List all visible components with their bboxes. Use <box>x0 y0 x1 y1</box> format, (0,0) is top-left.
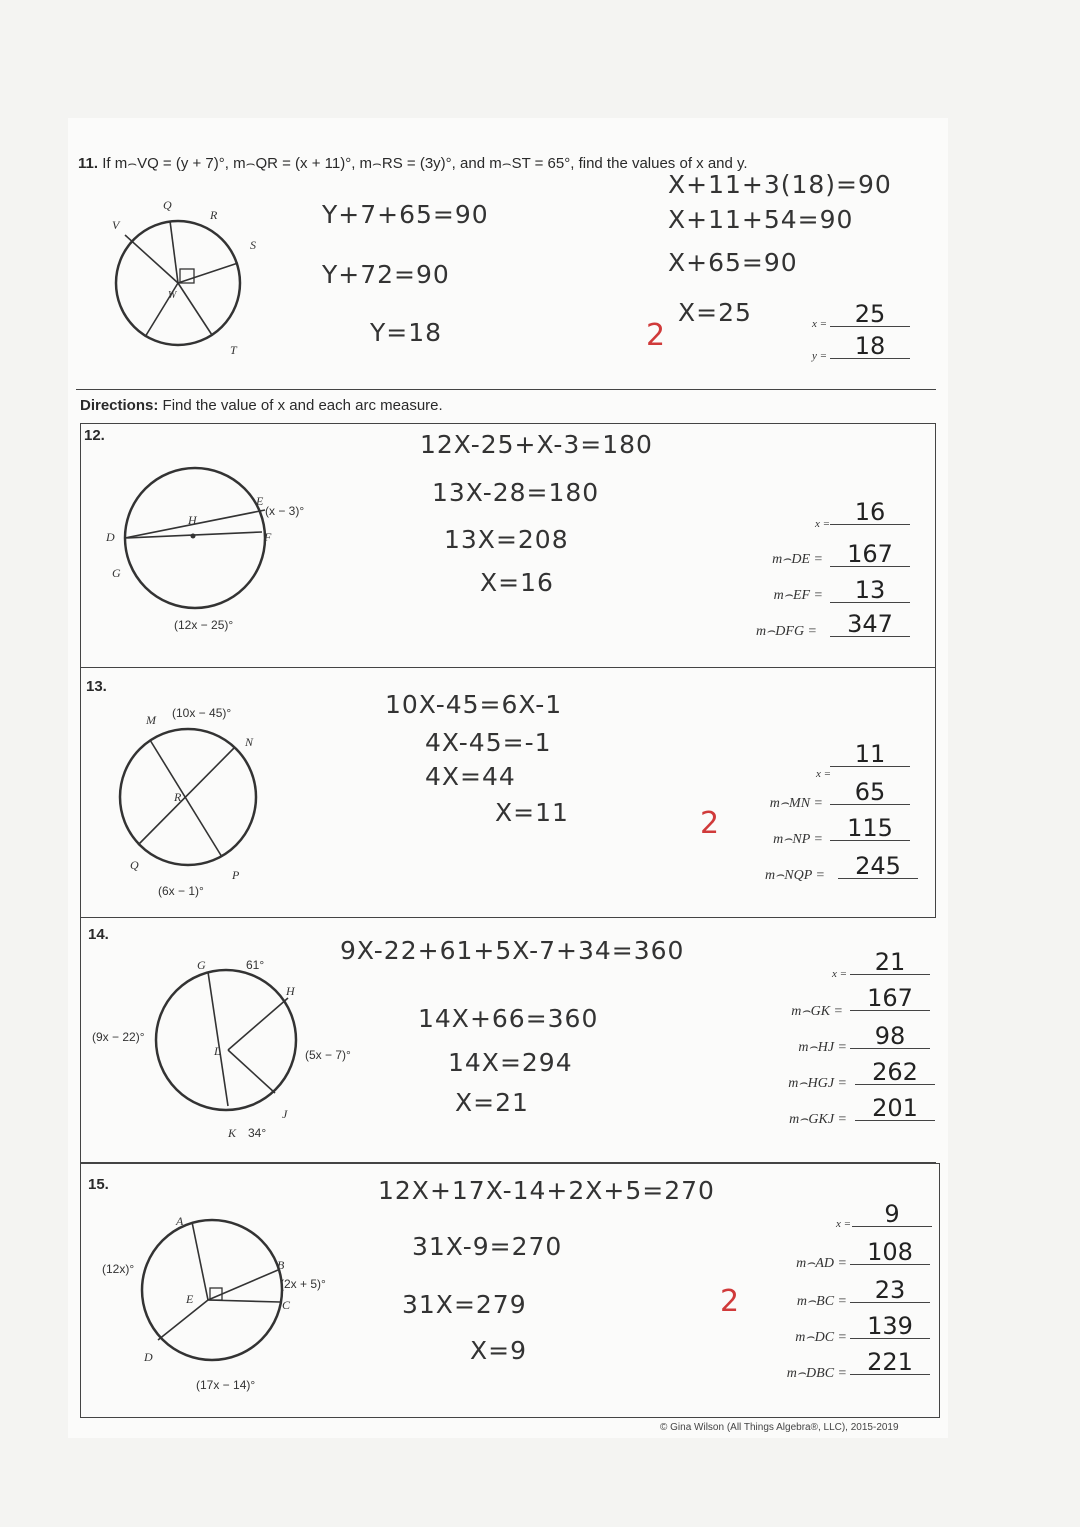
point-T-label: T <box>230 343 237 357</box>
point-S-label: S <box>250 238 256 252</box>
point-E-label: E <box>256 494 264 508</box>
problem-12-x-label: x = <box>814 518 830 530</box>
problem-14-x-label: x = <box>831 968 847 980</box>
problem-14-gkj-answer: 201 <box>855 1094 935 1121</box>
problem-12-x-answer: 16 <box>830 498 910 525</box>
point-B-label: B <box>277 1258 285 1272</box>
problem-11-work-line-1: Y+7+65=90 <box>322 200 489 229</box>
point-E-label: E <box>186 1292 194 1306</box>
problem-11-x-answer: 25 <box>830 300 910 327</box>
problem-12-work-line-3: 13X=208 <box>444 525 569 554</box>
problem-13-work-line-4: X=11 <box>495 798 569 827</box>
problem-11-x-label: x = <box>811 318 827 330</box>
problem-12-number: 12. <box>84 427 105 444</box>
problem-12-dfg-answer: 347 <box>830 610 910 637</box>
problem-13-mn-label: m⌢MN = <box>769 796 823 811</box>
problem-13-number: 13. <box>86 678 107 695</box>
problem-12-arc-ef-label: (x − 3)° <box>265 504 305 518</box>
problem-15-arc-ad-label: (12x)° <box>102 1262 135 1276</box>
problem-15-bc-label: m⌢BC = <box>796 1294 847 1309</box>
point-R-label: R <box>174 790 182 804</box>
problem-14-gk-answer: 167 <box>850 984 930 1011</box>
point-R-label: R <box>210 208 218 222</box>
problem-15-bc-answer: 23 <box>850 1276 930 1303</box>
problem-14-gkj-label: m⌢GKJ = <box>789 1112 847 1127</box>
directions <box>80 397 443 414</box>
problem-15-arc-bc-label: (2x + 5)° <box>280 1277 326 1291</box>
problem-14-arc-gh-label: 61° <box>246 958 265 972</box>
problem-15-ad-label: m⌢AD = <box>796 1256 847 1271</box>
point-D-label: D <box>106 530 115 544</box>
problem-12-dfg-label: m⌢DFG = <box>755 624 817 639</box>
problem-15-work-line-2: 31X-9=270 <box>412 1232 563 1261</box>
problem-15-x-answer: 9 <box>852 1200 932 1227</box>
point-M-label: M <box>146 713 156 727</box>
problem-14-hgj-label: m⌢HGJ = <box>788 1076 847 1091</box>
problem-15-x-label: x = <box>835 1218 851 1230</box>
problem-11-work-right-1: X+11+3(18)=90 <box>668 170 892 199</box>
problem-13-np-label: m⌢NP = <box>773 832 823 847</box>
problem-14-work-line-4: X=21 <box>455 1088 529 1117</box>
problem-13-x-label: x = <box>815 768 831 780</box>
problem-12-de-label: m⌢DE = <box>772 552 823 567</box>
problem-11-work-line-2: Y+72=90 <box>322 260 450 289</box>
problem-13-np-answer: 115 <box>830 814 910 841</box>
problem-15-dbc-answer: 221 <box>850 1348 930 1375</box>
copyright-footer: © Gina Wilson (All Things Algebra®, LLC), 2015-2019 <box>660 1422 899 1433</box>
point-C-label: C <box>282 1298 291 1312</box>
problem-13-work-line-1: 10X-45=6X-1 <box>385 690 563 719</box>
problem-13-nqp-label: m⌢NQP = <box>764 868 825 883</box>
problem-14-hj-answer: 98 <box>850 1022 930 1049</box>
problem-11-y-label: y = <box>811 350 827 362</box>
problem-14-arc-kj-label: 34° <box>248 1126 267 1140</box>
problem-15-dc-answer: 139 <box>850 1312 930 1339</box>
point-G-label: G <box>112 566 121 580</box>
problem-15-arc-dc-label: (17x − 14)° <box>196 1378 256 1392</box>
problem-14-arc-hj-label: (5x − 7)° <box>305 1048 351 1062</box>
problem-11-work-right-2: X+11+54=90 <box>668 205 854 234</box>
problem-15-work-line-4: X=9 <box>470 1336 527 1365</box>
problem-14-work-line-2: 14X+66=360 <box>418 1004 599 1033</box>
point-A-label: A <box>176 1214 184 1228</box>
problem-13-grade-mark: 2 <box>700 806 720 841</box>
point-G-label: G <box>197 958 206 972</box>
problem-13-nqp-answer: 245 <box>838 852 918 879</box>
problem-12-work-line-2: 13X-28=180 <box>432 478 600 507</box>
problem-15-number: 15. <box>88 1176 109 1193</box>
problem-11-grade-mark: 2 <box>646 318 666 353</box>
problem-11-work-right-3: X+65=90 <box>668 248 798 277</box>
point-P-label: P <box>232 868 240 882</box>
problem-13-circle-diagram <box>110 725 280 875</box>
problem-12-de-answer: 167 <box>830 540 910 567</box>
problem-15-work-line-3: 31X=279 <box>402 1290 527 1319</box>
problem-12-work-line-1: 12X-25+X-3=180 <box>420 430 653 459</box>
problem-14-hj-label: m⌢HJ = <box>798 1040 847 1055</box>
point-V-label: V <box>112 218 120 232</box>
problem-11-work-right-4: X=25 <box>678 298 752 327</box>
problem-11-y-answer: 18 <box>830 332 910 359</box>
point-H-label: H <box>188 513 197 527</box>
problem-13-work-line-3: 4X=44 <box>425 762 516 791</box>
point-F-label: F <box>264 530 272 544</box>
problem-12-ef-label: m⌢EF = <box>773 588 823 603</box>
point-D-label: D <box>144 1350 153 1364</box>
problem-13-x-answer: 11 <box>830 740 910 767</box>
problem-15-dc-label: m⌢DC = <box>795 1330 847 1345</box>
point-L-label: L <box>214 1044 221 1058</box>
point-Q-label: Q <box>130 858 139 872</box>
problem-13-work-line-2: 4X-45=-1 <box>425 728 552 757</box>
point-Q-label: Q <box>163 198 172 212</box>
problem-12-ef-answer: 13 <box>830 576 910 603</box>
point-N-label: N <box>245 735 254 749</box>
problem-14-gk-label: m⌢GK = <box>791 1004 843 1019</box>
problem-14-work-line-1: 9X-22+61+5X-7+34=360 <box>340 936 685 965</box>
point-J-label: J <box>282 1107 288 1121</box>
point-H-label: H <box>286 984 295 998</box>
problem-14-hgj-answer: 262 <box>855 1058 935 1085</box>
problem-12-work-line-4: X=16 <box>480 568 554 597</box>
problem-15-dbc-label: m⌢DBC = <box>786 1366 847 1381</box>
problem-13-arc-mn-label: (10x − 45)° <box>172 706 232 720</box>
problem-15-circle-diagram <box>140 1210 290 1370</box>
problem-12-circle-diagram <box>100 470 300 620</box>
problem-13-mn-answer: 65 <box>830 778 910 805</box>
problem-14-work-line-3: 14X=294 <box>448 1048 573 1077</box>
directions-text: Find the value of x and each arc measure. <box>162 397 443 414</box>
problem-15-ad-answer: 108 <box>850 1238 930 1265</box>
problem-12-arc-dg-label: (12x − 25)° <box>174 618 234 632</box>
problem-11-number: 11. <box>78 155 99 172</box>
problem-14-x-answer: 21 <box>850 948 930 975</box>
point-W-label: W <box>168 290 177 301</box>
point-K-label: K <box>228 1126 237 1140</box>
directions-label: Directions: <box>80 397 159 414</box>
problem-15-grade-mark: 2 <box>720 1284 740 1319</box>
problem-13-arc-qp-label: (6x − 1)° <box>158 884 204 898</box>
problem-15-work-line-1: 12X+17X-14+2X+5=270 <box>378 1176 715 1205</box>
problem-11-circle-diagram <box>100 195 280 365</box>
problem-11-text: If m⌢VQ = (y + 7)°, m⌢QR = (x + 11)°, m⌢RS = (3y)°, and m⌢ST = 65°, find the values of x and y. <box>102 155 748 172</box>
problem-14-number: 14. <box>88 926 109 943</box>
problem-14-arc-gk-label: (9x − 22)° <box>92 1030 145 1044</box>
problem-11-work-line-3: Y=18 <box>370 318 443 347</box>
